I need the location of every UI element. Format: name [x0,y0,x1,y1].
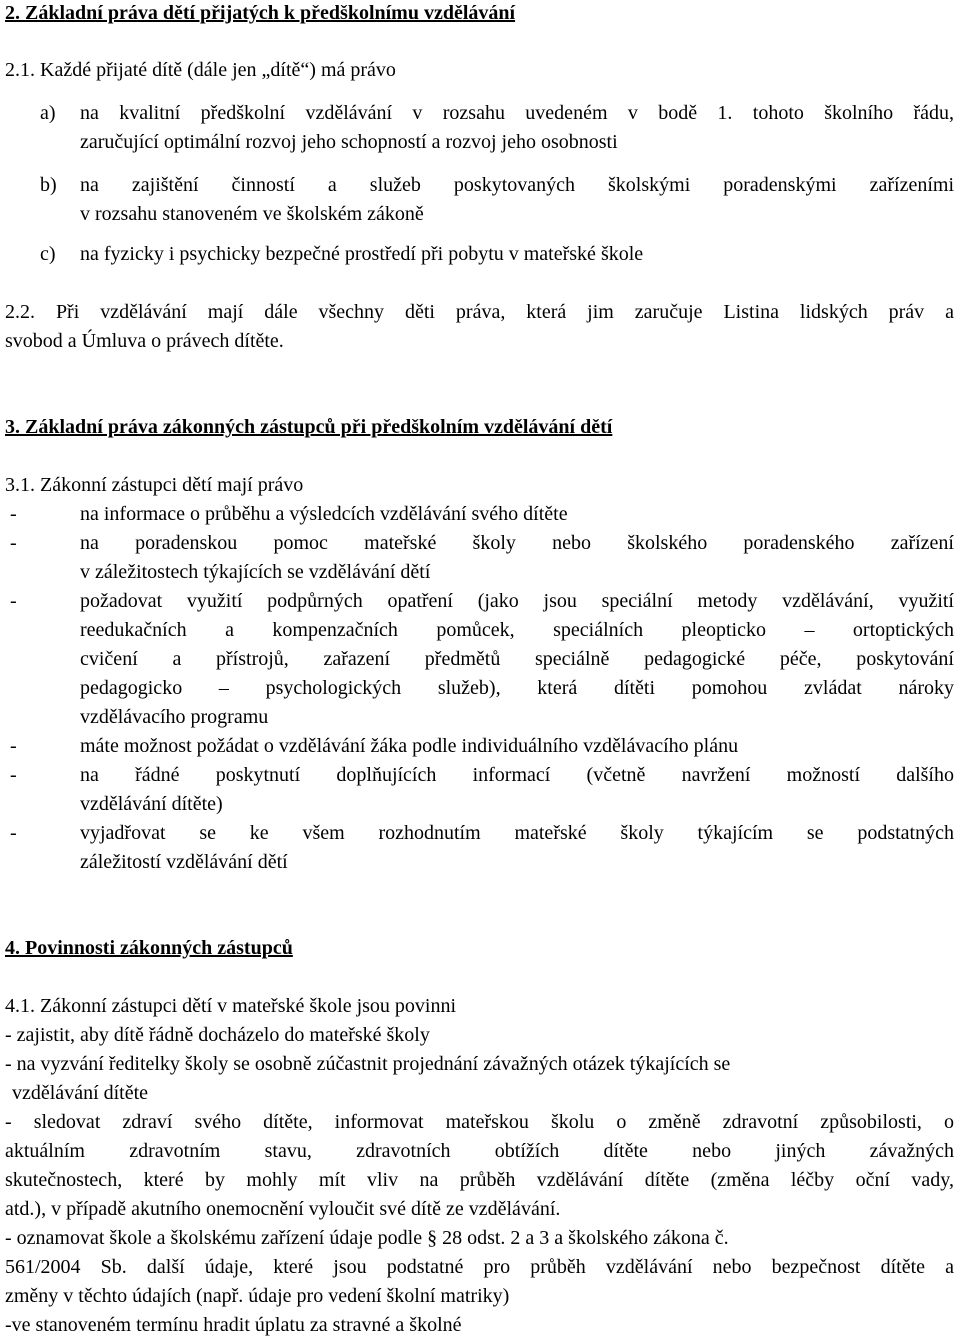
section-2-heading: 2. Základní práva dětí přijatých k předškolnímu vzdělávání [5,2,516,24]
section-4-heading: 4. Povinnosti zákonných zástupců [5,937,293,959]
right-item-1-line-1: na informace o průběhu a výsledcích vzdělávání svého dítěte [80,503,568,525]
duty-line: skutečnostech, které by mohly mít vliv na průběh vzdělávání dítěte (změna léčby oční vady, [5,1169,954,1191]
right-item-3-line-1: požadovat využití podpůrných opatření (jako jsou speciální metody vzdělávání, využití [80,590,954,612]
right-item-6-line-2: záležitostí vzdělávání dětí [80,851,288,873]
section-3-heading: 3. Základní práva zákonných zástupců při předškolním vzdělávání dětí [5,416,613,438]
right-item-2-line-2: v záležitostech týkajících se vzdělávání dětí [80,561,431,583]
list-item-b-line-1: na zajištění činností a služeb poskytovaných školskými poradenskými zařízeními [80,174,954,196]
duty-line: - zajistit, aby dítě řádně docházelo do mateřské školy [5,1024,430,1046]
list-item-a-line-2: zaručující optimální rozvoj jeho schopností a rozvoj jeho osobnosti [80,131,618,153]
paragraph-3-1-intro: 3.1. Zákonní zástupci dětí mají právo [5,474,304,496]
right-item-5-line-2: vzdělávání dítěte) [80,793,223,815]
right-item-5-line-1: na řádné poskytnutí doplňujících informací (včetně navržení možností dalšího [80,764,954,786]
duty-line: změny v těchto údajích (např. údaje pro vedení školní matriky) [5,1285,510,1307]
list-marker: b) [40,174,57,196]
paragraph-2-2-line-1: 2.2. Při vzdělávání mají dále všechny děti práva, která jim zaručuje Listina lidských práv a [5,301,954,323]
duty-line: -ve stanoveném termínu hradit úplatu za stravné a školné [5,1314,462,1336]
duty-line: 561/2004 Sb. další údaje, které jsou podstatné pro průběh vzdělávání nebo bezpečnost dítěte a [5,1256,954,1278]
list-marker: a) [40,102,56,124]
list-marker: c) [40,243,56,265]
list-item-b-line-2: v rozsahu stanoveném ve školském zákoně [80,203,424,225]
right-item-3-line-5: vzdělávacího programu [80,706,269,728]
list-marker: - [10,764,17,786]
paragraph-2-2-line-2: svobod a Úmluva o právech dítěte. [5,330,284,352]
duty-line: vzdělávání dítěte [12,1082,149,1104]
list-item-a-line-1: na kvalitní předškolní vzdělávání v rozsahu uvedeném v bodě 1. tohoto školního řádu, [80,102,954,124]
right-item-3-line-3: cvičení a přístrojů, zařazení předmětů speciálně pedagogické péče, poskytování [80,648,954,670]
list-marker: - [10,822,17,844]
duty-line: atd.), v případě akutního onemocnění vyloučit své dítě ze vzdělávání. [5,1198,561,1220]
list-marker: - [10,590,17,612]
list-marker: - [10,735,17,757]
duty-line: 4.1. Zákonní zástupci dětí v mateřské škole jsou povinni [5,995,457,1017]
paragraph-2-1-intro: 2.1. Každé přijaté dítě (dále jen „dítě“) má právo [5,59,396,81]
duty-line: - sledovat zdraví svého dítěte, informovat mateřskou školu o změně zdravotní způsobilosti, o [5,1111,954,1133]
right-item-3-line-4: pedagogicko – psychologických služeb), která dítěti pomohou zvládat nároky [80,677,954,699]
list-marker: - [10,503,17,525]
list-item-c-line-1: na fyzicky i psychicky bezpečné prostředí při pobytu v mateřské škole [80,243,644,265]
right-item-4-line-1: máte možnost požádat o vzdělávání žáka podle individuálního vzdělávacího plánu [80,735,739,757]
right-item-2-line-1: na poradenskou pomoc mateřské školy nebo školského poradenského zařízení [80,532,954,554]
right-item-3-line-2: reedukačních a kompenzačních pomůcek, speciálních pleopticko – ortoptických [80,619,954,641]
duty-line: aktuálním zdravotním stavu, zdravotních obtížích dítěte nebo jiných závažných [5,1140,954,1162]
duty-line: - na vyzvání ředitelky školy se osobně zúčastnit projednání závažných otázek týkajících se [5,1053,731,1075]
right-item-6-line-1: vyjadřovat se ke všem rozhodnutím mateřské školy týkajícím se podstatných [80,822,954,844]
list-marker: - [10,532,17,554]
duty-line: - oznamovat škole a školskému zařízení údaje podle § 28 odst. 2 a 3 a školského zákona č. [5,1227,729,1249]
